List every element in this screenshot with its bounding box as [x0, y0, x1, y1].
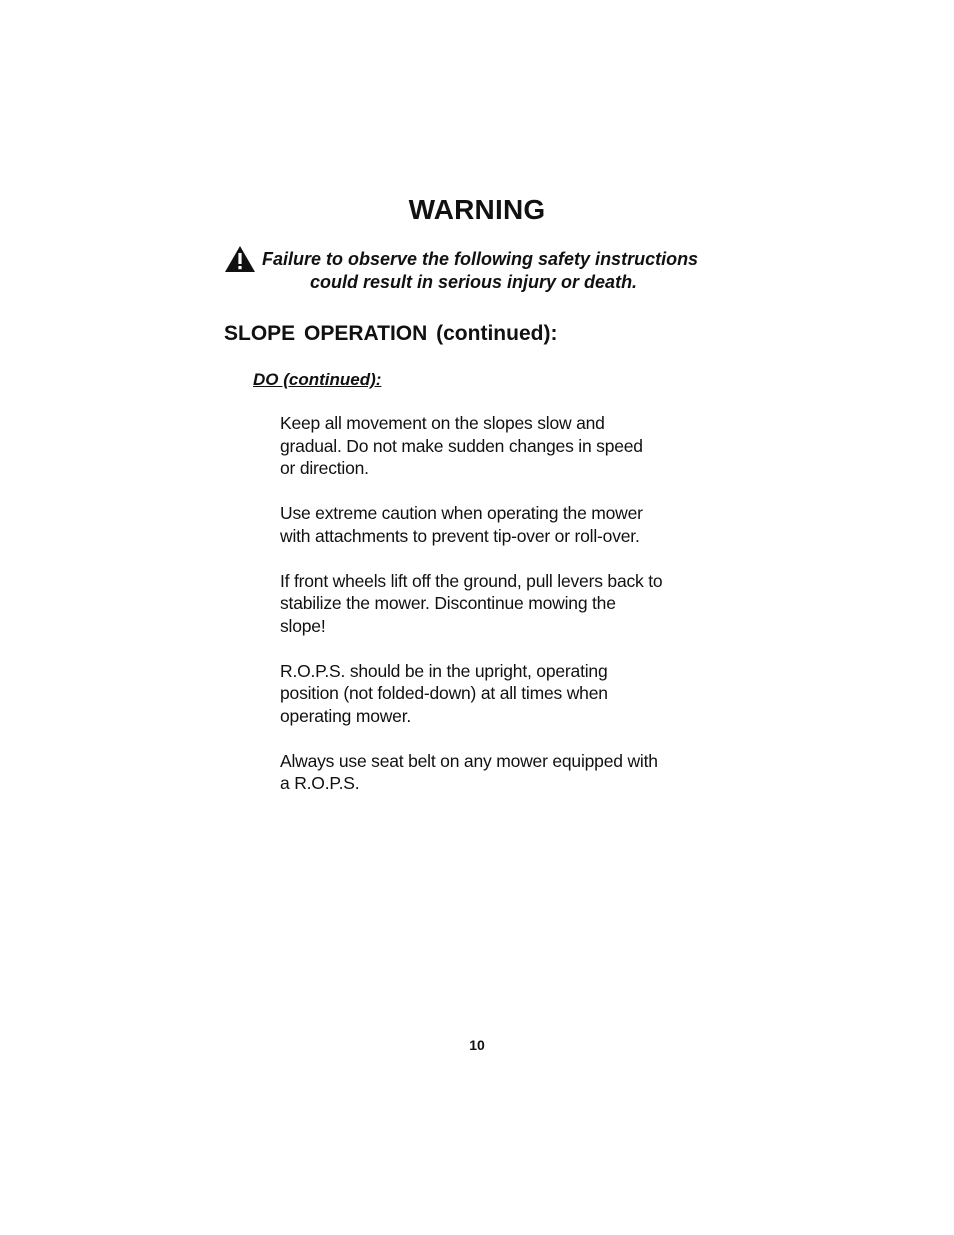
instruction-line: Always use seat belt on any mower equipped with: [280, 750, 658, 771]
safety-notice-line-2: could result in serious injury or death.: [310, 271, 638, 292]
instruction-line: slope!: [280, 615, 326, 636]
instruction-line: If front wheels lift off the ground, pull levers back to: [280, 570, 663, 591]
instruction-line: R.O.P.S. should be in the upright, operating: [280, 660, 608, 681]
instruction-item: [280, 660, 700, 728]
sub-heading: DO (continued):: [253, 370, 382, 389]
instruction-line: position (not folded-down) at all times when: [280, 683, 608, 703]
instruction-line: Keep all movement on the slopes slow and: [280, 413, 605, 433]
instruction-line: with attachments to prevent tip-over or roll-over.: [280, 525, 640, 546]
warning-title: WARNING: [408, 194, 546, 225]
instruction-line: a R.O.P.S.: [280, 773, 360, 793]
page-number: 10: [469, 1037, 485, 1053]
instruction-line: operating mower.: [280, 705, 412, 726]
instruction-item: [280, 502, 700, 547]
instruction-line: gradual. Do not make sudden changes in speed: [280, 435, 643, 456]
instruction-item: [280, 570, 700, 638]
instruction-item: [280, 750, 700, 795]
instruction-list: [280, 412, 700, 817]
instruction-line: stabilize the mower. Discontinue mowing the: [280, 593, 616, 613]
instruction-line: or direction.: [280, 458, 369, 478]
section-heading: SLOPE OPERATION (continued):: [224, 322, 558, 345]
safety-notice-text: [262, 248, 724, 293]
instruction-item: [280, 412, 700, 480]
instruction-line: Use extreme caution when operating the mower: [280, 503, 643, 523]
safety-notice-line-1: Failure to observe the following safety instructions: [262, 249, 699, 269]
warning-triangle-icon: [224, 245, 256, 273]
